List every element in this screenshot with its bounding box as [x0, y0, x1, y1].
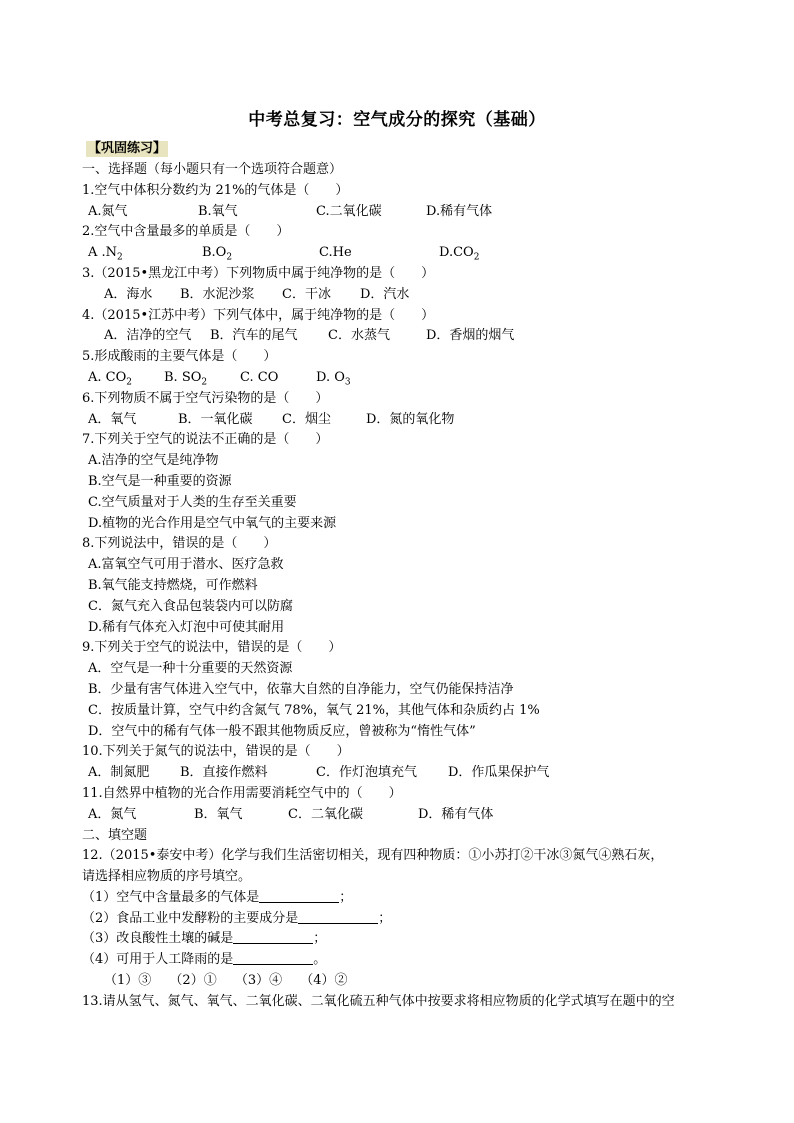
options-row [82, 368, 722, 389]
option: C．作灯泡填充气 [316, 765, 417, 781]
answer-blank [233, 929, 313, 944]
question-stem: 7.下列关于空气的说法不正确的是（ ） [82, 432, 329, 448]
option: C．按质量计算，空气中约含氮气 78%，氧气 21%，其他气体和杂质约占 1% [88, 702, 540, 718]
question-stem: 1.空气中体积分数约为 21%的气体是（ ） [82, 182, 349, 198]
question-stem: 13.请从氢气、氮气、氧气、二氧化碳、二氧化硫五种气体中按要求将相应物质的化学式填写在题中的空 [82, 993, 675, 1009]
option: A $.N_2$ [88, 245, 123, 263]
option: D．空气中的稀有气体一般不跟其他物质反应，曾被称为“惰性气体” [88, 723, 476, 739]
option: B．直接作燃料 [180, 765, 268, 781]
question-stem: 3.（2015•黑龙江中考）下列物质中属于纯净物的是（ ） [82, 265, 435, 281]
answer: （1）③ [104, 973, 152, 989]
option: B.氧气能支持燃烧，可作燃料 [88, 577, 258, 593]
answer-blank [298, 909, 378, 924]
answer-blank [233, 950, 313, 965]
option: C．水蒸气 [328, 328, 390, 344]
section-heading-choice: 一、选择题（每小题只有一个选项符合题意） [82, 162, 343, 177]
answer-blank [259, 888, 339, 903]
option: B.氧气 [198, 203, 238, 219]
option: C.二氧化碳 [316, 203, 382, 219]
option: C．氮气充入食品包装袋内可以防腐 [88, 598, 293, 614]
option: B．氧气 [194, 806, 243, 822]
fill-item: （3）改良酸性土壤的碱是 ； [82, 931, 327, 947]
option: A．氮气 [88, 806, 137, 822]
option: A．海水 [104, 286, 153, 302]
option: D．香烟的烟气 [426, 328, 515, 344]
answer: （2）① [169, 973, 217, 989]
fill-item: （1）空气中含量最多的气体是 ； [82, 889, 353, 905]
content [82, 160, 722, 1013]
option: D. $O_3$ [316, 369, 351, 388]
options-row [82, 410, 722, 431]
question-stem: 4.（2015•江苏中考）下列气体中，属于纯净物的是（ ） [82, 307, 435, 323]
answer: （4）② [300, 973, 348, 989]
section-heading-fill: 二、填空题 [82, 827, 148, 843]
option: A．制氮肥 [88, 765, 150, 781]
option: A.洁净的空气是纯净物 [88, 453, 219, 469]
options-row [82, 763, 722, 784]
option: B．少量有害气体进入空气中，依靠大自然的自净能力，空气仍能保持洁净 [88, 681, 514, 697]
question-stem: 8.下列说法中，错误的是（ ） [82, 536, 277, 552]
question-stem: 5.形成酸雨的主要气体是（ ） [82, 349, 277, 365]
option: D.稀有气体充入灯泡中可使其耐用 [88, 619, 285, 635]
answer-row [82, 971, 722, 992]
option: $D.CO_2$ [439, 245, 480, 263]
option: C. CO [240, 369, 279, 385]
option: A.氮气 [88, 203, 128, 219]
question-stem: 6.下列物质不属于空气污染物的是（ ） [82, 390, 329, 406]
option: C.He [319, 245, 352, 261]
question-stem: 10.下列关于氮气的说法中，错误的是（ ） [82, 744, 350, 760]
option: C．二氧化碳 [288, 806, 363, 822]
fill-item: （2）食品工业中发酵粉的主要成分是 ； [82, 910, 392, 926]
option: A．氧气 [88, 411, 137, 427]
option: B. $SO_2$ [164, 369, 208, 388]
options-row [82, 202, 722, 223]
question-stem: 请选择相应物质的序号填空。 [82, 869, 252, 885]
option: B．汽车的尾气 [210, 328, 298, 344]
options-row [82, 805, 722, 826]
option: A．空气是一种十分重要的天然资源 [88, 661, 293, 677]
options-row [82, 285, 722, 306]
answer: （3）④ [234, 973, 283, 989]
option: C．干冰 [282, 286, 331, 302]
fill-item: （4）可用于人工降雨的是 。 [82, 952, 327, 968]
option: B.空气是一种重要的资源 [88, 473, 232, 489]
question-stem: 2.空气中含量最多的单质是（ ） [82, 224, 290, 240]
option: B．水泥沙浆 [180, 286, 255, 302]
option: C.空气质量对于人类的生存至关重要 [88, 494, 297, 510]
option: A. $CO_2$ [88, 369, 132, 388]
option: A.富氧空气可用于潜水、医疗急救 [88, 557, 284, 573]
option: $B.O_2$ [202, 245, 233, 263]
option: C．烟尘 [282, 411, 331, 427]
option: A．洁净的空气 [104, 328, 192, 344]
page-title: 中考总复习：空气成分的探究（基础） [248, 110, 546, 130]
option: D.稀有气体 [426, 203, 493, 219]
option: D.植物的光合作用是空气中氧气的主要来源 [88, 515, 337, 531]
option: D．氮的氧化物 [366, 411, 455, 427]
question-stem: 9.下列关于空气的说法中，错误的是（ ） [82, 640, 342, 656]
option: D．汽水 [360, 286, 410, 302]
option: D．稀有气体 [418, 806, 494, 822]
section-tag: 【巩固练习】 [88, 141, 167, 156]
options-row [82, 243, 722, 264]
question-stem: 12.（2015•泰安中考）化学与我们生活密切相关，现有四种物质：①小苏打②干冰③氮气④熟石灰， [82, 848, 664, 864]
question-stem: 11.自然界中植物的光合作用需要消耗空气中的（ ） [82, 785, 402, 801]
option: D．作瓜果保护气 [448, 765, 550, 781]
option: B．一氧化碳 [178, 411, 253, 427]
options-row [82, 326, 722, 347]
